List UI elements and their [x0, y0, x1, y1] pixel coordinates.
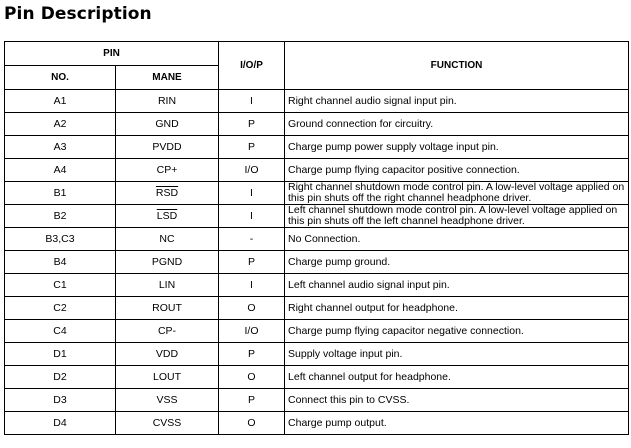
pin-number: A3 [5, 136, 116, 159]
table-row [5, 182, 629, 205]
pin-function: Ground connection for circuitry. [285, 113, 629, 136]
pin-function: Supply voltage input pin. [285, 343, 629, 366]
pin-name: $\overline{RSD}$ [116, 182, 219, 205]
table-row [5, 228, 629, 251]
pin-name: CP- [116, 320, 219, 343]
pin-name: NC [116, 228, 219, 251]
pin-function: Charge pump flying capacitor negative connection. [285, 320, 629, 343]
pin-io-type: I [219, 90, 285, 113]
table-row [5, 205, 629, 228]
pin-number: C2 [5, 297, 116, 320]
pin-number: B1 [5, 182, 116, 205]
pin-rows [5, 90, 629, 435]
pin-name: LOUT [116, 366, 219, 389]
pin-number: A4 [5, 159, 116, 182]
pin-function: Left channel audio signal input pin. [285, 274, 629, 297]
pin-function: Charge pump flying capacitor positive connection. [285, 159, 629, 182]
pin-number: D2 [5, 366, 116, 389]
pin-name: PGND [116, 251, 219, 274]
pin-io-type: I [219, 182, 285, 205]
pin-number: B4 [5, 251, 116, 274]
table-row [5, 389, 629, 412]
table-row [5, 90, 629, 113]
page-title: Pin Description [4, 4, 152, 24]
pin-name: VDD [116, 343, 219, 366]
pin-io-type: P [219, 136, 285, 159]
pin-name: VSS [116, 389, 219, 412]
pin-function: Left channel output for headphone. [285, 366, 629, 389]
pin-number: D3 [5, 389, 116, 412]
table-row [5, 251, 629, 274]
number-column-header: NO. [5, 66, 116, 90]
table-row [5, 136, 629, 159]
pin-name: $\overline{LSD}$ [116, 205, 219, 228]
pin-function: Right channel shutdown mode control pin. A low-level voltage applied on this pin shuts off the right channel headphone driver. [285, 182, 629, 205]
pin-function: Connect this pin to CVSS. [285, 389, 629, 412]
pin-number: B2 [5, 205, 116, 228]
pin-number: A2 [5, 113, 116, 136]
table-row [5, 412, 629, 435]
table-row [5, 320, 629, 343]
table-row [5, 366, 629, 389]
function-column-header: FUNCTION [285, 42, 629, 90]
pin-io-type: I [219, 274, 285, 297]
pin-function: Charge pump output. [285, 412, 629, 435]
pin-function: Left channel shutdown mode control pin. A low-level voltage applied on this pin shuts off the left channel headphone driver. [285, 205, 629, 228]
pin-number: D1 [5, 343, 116, 366]
name-column-header: MANE [116, 66, 219, 90]
pin-name: CVSS [116, 412, 219, 435]
pin-io-type: I [219, 205, 285, 228]
pin-name: PVDD [116, 136, 219, 159]
pin-group-header: PIN [5, 42, 219, 66]
pin-io-type: - [219, 228, 285, 251]
pin-number: C4 [5, 320, 116, 343]
pin-description-table [4, 41, 629, 435]
pin-io-type: P [219, 343, 285, 366]
pin-function: Charge pump power supply voltage input pin. [285, 136, 629, 159]
io-column-header: I/O/P [219, 42, 285, 90]
pin-name: ROUT [116, 297, 219, 320]
pin-io-type: P [219, 113, 285, 136]
pin-name: LIN [116, 274, 219, 297]
pin-function: Right channel audio signal input pin. [285, 90, 629, 113]
pin-function: Right channel output for headphone. [285, 297, 629, 320]
pin-function: Charge pump ground. [285, 251, 629, 274]
pin-number: D4 [5, 412, 116, 435]
pin-io-type: O [219, 366, 285, 389]
pin-io-type: P [219, 389, 285, 412]
table-row [5, 113, 629, 136]
pin-number: B3,C3 [5, 228, 116, 251]
table-row [5, 343, 629, 366]
pin-number: C1 [5, 274, 116, 297]
table-row [5, 159, 629, 182]
pin-io-type: I/O [219, 320, 285, 343]
pin-io-type: O [219, 297, 285, 320]
pin-number: A1 [5, 90, 116, 113]
pin-name: RIN [116, 90, 219, 113]
pin-io-type: P [219, 251, 285, 274]
pin-name: CP+ [116, 159, 219, 182]
pin-name: GND [116, 113, 219, 136]
pin-io-type: O [219, 412, 285, 435]
table-row [5, 297, 629, 320]
table-row [5, 274, 629, 297]
pin-io-type: I/O [219, 159, 285, 182]
pin-function: No Connection. [285, 228, 629, 251]
